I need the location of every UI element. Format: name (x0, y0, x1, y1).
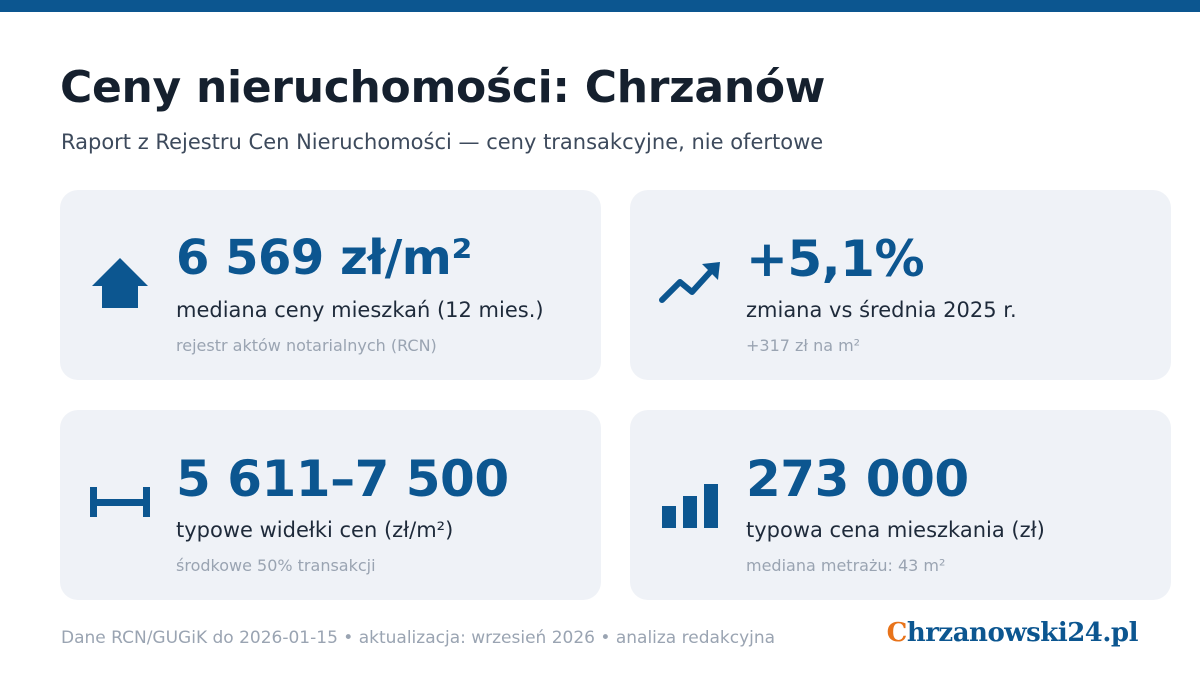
brand-logo (887, 618, 1138, 648)
stat-label: mediana ceny mieszkań (12 mies.) (176, 298, 544, 322)
stat-label: typowe widełki cen (zł/m²) (176, 518, 454, 542)
brand-logo-first-letter: C (886, 618, 907, 648)
top-accent-bar (0, 0, 1200, 12)
page-title: Ceny nieruchomości: Chrzanów (60, 62, 826, 113)
stat-label: typowa cena mieszkania (zł) (746, 518, 1045, 542)
stat-card-change (630, 190, 1171, 380)
stat-value: 273 000 (746, 450, 969, 508)
stat-card-price-range (60, 410, 601, 600)
stat-note: rejestr aktów notarialnych (RCN) (176, 336, 437, 355)
stat-note: mediana metrażu: 43 m² (746, 556, 946, 575)
stat-value: +5,1% (746, 230, 925, 288)
trend-up-icon (658, 250, 722, 314)
stat-note: +317 zł na m² (746, 336, 861, 355)
stat-value: 6 569 zł/m² (176, 230, 472, 286)
house-icon (88, 250, 152, 314)
stat-note: środkowe 50% transakcji (176, 556, 376, 575)
footer-source-note: Dane RCN/GUGiK do 2026-01-15 • aktualizacja: wrzesień 2026 • analiza redakcyjna (61, 628, 776, 648)
stat-value: 5 611–7 500 (176, 450, 509, 508)
brand-logo-rest: hrzanowski24.pl (906, 618, 1138, 648)
stat-card-median-price (60, 190, 601, 380)
bar-chart-icon (658, 470, 722, 534)
stat-label: zmiana vs średnia 2025 r. (746, 298, 1017, 322)
page-subtitle: Raport z Rejestru Cen Nieruchomości — ceny transakcyjne, nie ofertowe (61, 130, 824, 154)
range-icon (88, 470, 152, 534)
stat-card-typical-price (630, 410, 1171, 600)
